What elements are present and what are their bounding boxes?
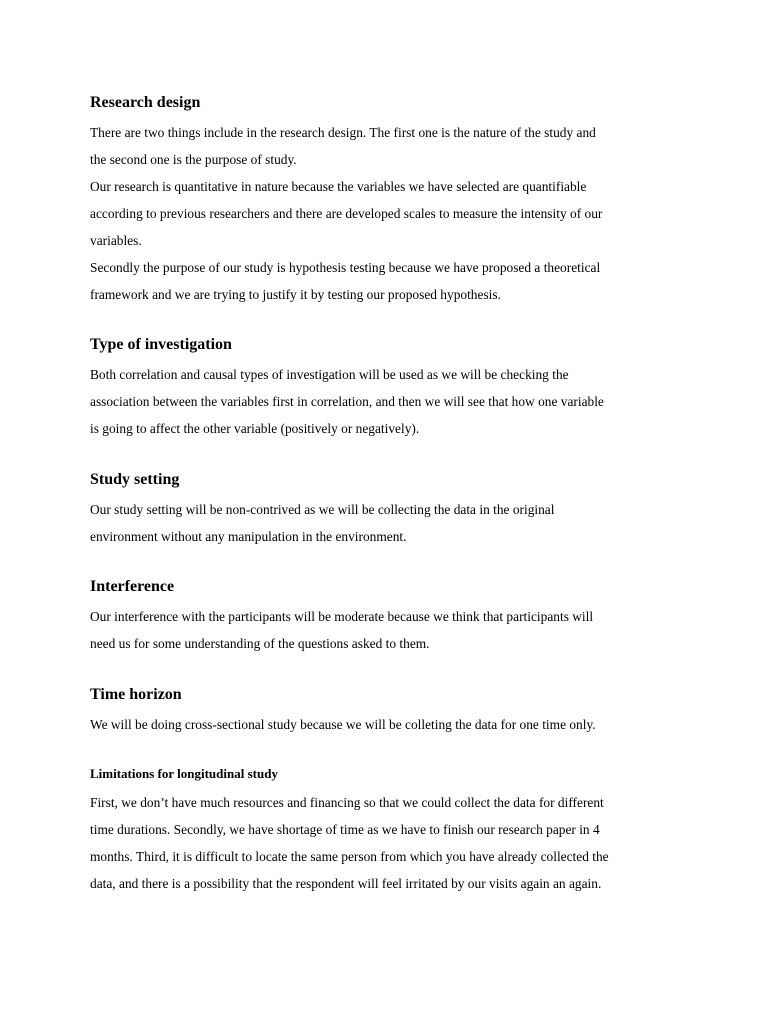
paragraph-line: There are two things include in the research design. The first one is the nature of the study and <box>90 125 596 140</box>
paragraph-line: Secondly the purpose of our study is hypothesis testing because we have proposed a theoretical <box>90 260 601 275</box>
section-heading: Interference <box>90 578 175 595</box>
document-page <box>90 92 690 897</box>
section-study-setting <box>90 469 690 550</box>
paragraph-line: Our research is quantitative in nature because the variables we have selected are quantifiable <box>90 179 587 194</box>
paragraph-line: time durations. Secondly, we have shortage of time as we have to finish our research paper in 4 <box>90 822 600 837</box>
subsection-heading: Limitations for longitudinal study <box>90 766 278 781</box>
paragraph-line: Our interference with the participants will be moderate because we think that participants will <box>90 609 594 624</box>
section-heading: Research design <box>90 94 201 111</box>
section-type-of-investigation <box>90 334 690 442</box>
section-research-design <box>90 92 690 308</box>
paragraph-line: framework and we are trying to justify it by testing our proposed hypothesis. <box>90 287 501 302</box>
paragraph-line: Both correlation and causal types of investigation will be used as we will be checking the <box>90 367 569 382</box>
paragraph-line: need us for some understanding of the questions asked to them. <box>90 636 430 651</box>
section-time-horizon <box>90 684 690 738</box>
paragraph-line: is going to affect the other variable (positively or negatively). <box>90 421 420 436</box>
paragraph-line: association between the variables first in correlation, and then we will see that how one variable <box>90 394 604 409</box>
paragraph-line: environment without any manipulation in the environment. <box>90 529 407 544</box>
paragraph-line: variables. <box>90 233 142 248</box>
paragraph-line: months. Third, it is difficult to locate the same person from which you have already collected the <box>90 849 609 864</box>
paragraph-line: First, we don’t have much resources and financing so that we could collect the data for different <box>90 795 604 810</box>
paragraph-line: We will be doing cross-sectional study because we will be colleting the data for one time only. <box>90 717 596 732</box>
section-heading: Time horizon <box>90 686 182 703</box>
paragraph-line: the second one is the purpose of study. <box>90 152 297 167</box>
paragraph-line: data, and there is a possibility that the respondent will feel irritated by our visits again an again. <box>90 876 602 891</box>
section-limitations-longitudinal <box>90 765 690 897</box>
paragraph-line: according to previous researchers and there are developed scales to measure the intensity of our <box>90 206 603 221</box>
paragraph-line: Our study setting will be non-contrived as we will be collecting the data in the original <box>90 502 555 517</box>
section-interference <box>90 576 690 657</box>
section-heading: Type of investigation <box>90 336 232 353</box>
section-heading: Study setting <box>90 471 180 488</box>
